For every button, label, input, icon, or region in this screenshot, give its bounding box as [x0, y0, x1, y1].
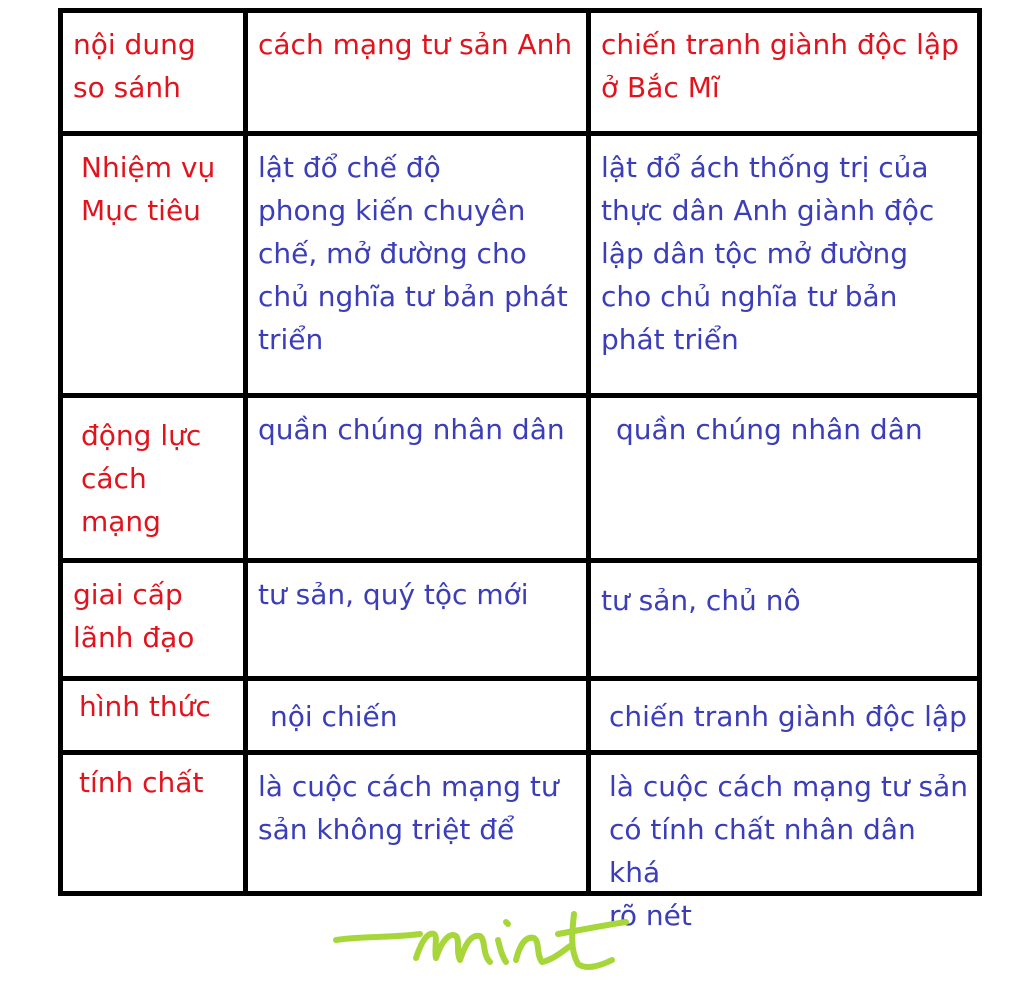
row-label: Nhiệm vụ Mục tiêu	[81, 151, 216, 227]
header-cell-american-war: chiến tranh giành độc lập ở Bắc Mĩ	[586, 13, 977, 131]
row-label: giai cấp lãnh đạo	[73, 578, 195, 654]
table-cell: nội chiến	[243, 681, 586, 750]
row-label: động lực cách mạng	[81, 419, 202, 538]
table-cell: lật đổ chế độ phong kiến chuyên chế, mở đường cho chủ nghĩa tư bản phát triển	[243, 136, 586, 393]
table-row	[63, 676, 977, 750]
mint-signature	[330, 900, 640, 980]
row-label: hình thức	[79, 690, 211, 723]
table-cell: quần chúng nhân dân	[586, 398, 977, 558]
table-cell: tư sản, chủ nô	[586, 563, 977, 676]
table-header-row	[63, 13, 977, 131]
table-cell: tư sản, quý tộc mới	[243, 563, 586, 676]
table-row	[63, 131, 977, 393]
header-cell-english-revolution: cách mạng tư sản Anh	[243, 13, 586, 131]
table-cell: là cuộc cách mạng tư sản không triệt để	[243, 755, 586, 891]
table-cell: lật đổ ách thống trị của thực dân Anh giành độc lập dân tộc mở đường cho chủ nghĩa tư bản phát triển	[586, 136, 977, 393]
table-cell: chiến tranh giành độc lập	[586, 681, 977, 750]
row-label: tính chất	[79, 766, 204, 799]
table-row	[63, 750, 977, 932]
table-cell: là cuộc cách mạng tư sản có tính chất nhân dân khá rõ nét	[586, 755, 977, 891]
table-cell: quần chúng nhân dân	[243, 398, 586, 558]
table-row	[63, 393, 977, 558]
table-row	[63, 558, 977, 676]
comparison-table	[58, 8, 982, 932]
header-cell-criteria: nội dung so sánh	[73, 28, 196, 104]
